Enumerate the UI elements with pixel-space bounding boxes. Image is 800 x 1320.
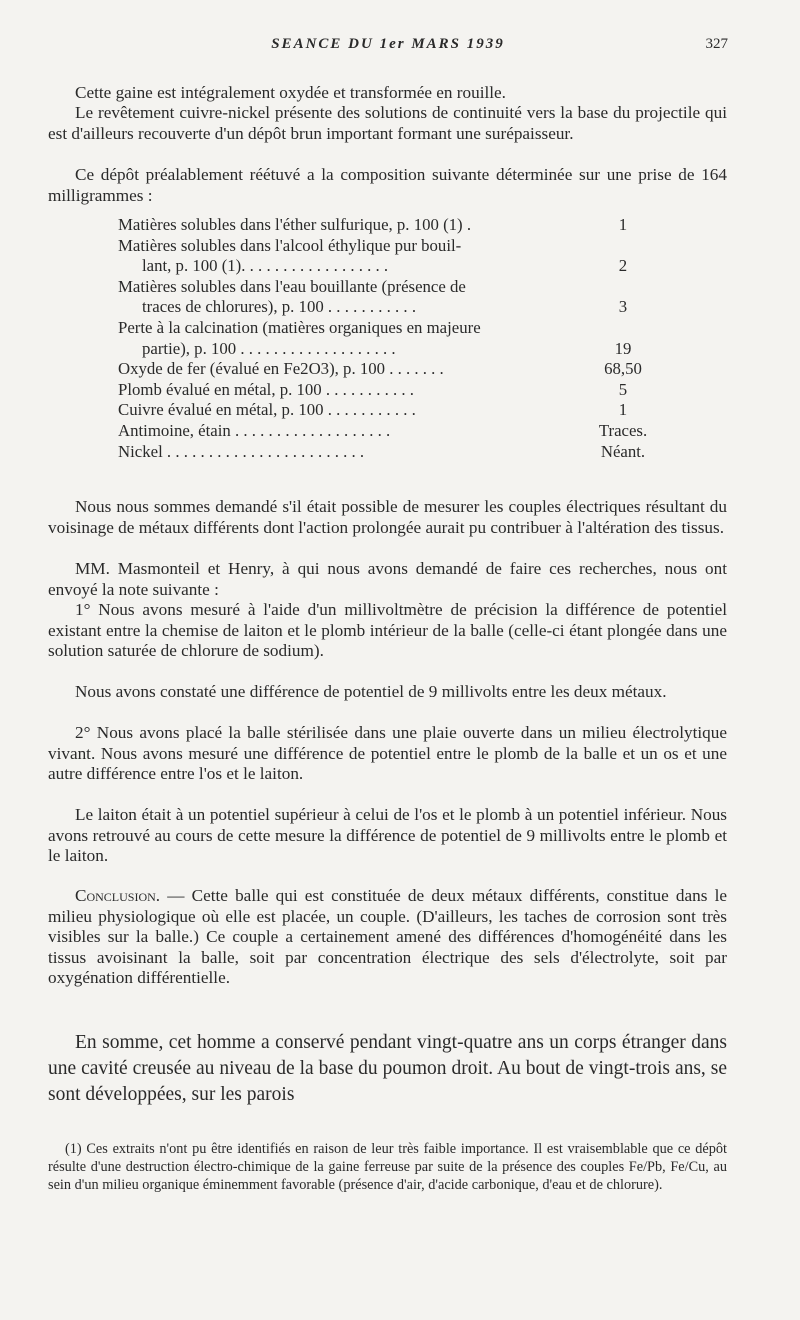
row-label: Cuivre évalué en métal, p. 100 . . . . . . . . . . . [118,400,416,420]
paragraph: 1° Nous avons mesuré à l'aide d'un millivoltmètre de précision la différence de potentiel existant entre la chemise de laiton et le plomb intérieur de la balle (celle-ci étant plongée dans une solution saturée de chlorure de sodium). [48,600,727,660]
page-header [48,36,728,60]
paragraph: MM. Masmonteil et Henry, à qui nous avons demandé de faire ces recherches, nous ont envoyé la note suivante : [48,559,727,599]
row-label: Matières solubles dans l'eau bouillante (présence de [118,276,466,296]
row-value: 2 [618,256,628,276]
row-label-continuation: traces de chlorures), p. 100 . . . . . . . . . . . [142,297,417,317]
row-label: Perte à la calcination (matières organiques en majeure [118,317,481,337]
row-label: Oxyde de fer (évalué en Fe2O3), p. 100 . . . . . . . [118,359,444,379]
row-label-continuation: lant, p. 100 (1). . . . . . . . . . . . . . . . . . [142,256,389,276]
row-value: 5 [618,379,628,399]
row-value: 1 [618,400,628,420]
row-value: Traces. [598,420,648,440]
table-row [118,421,658,442]
paragraph: Cette gaine est intégralement oxydée et transformée en rouille. [75,83,506,102]
row-label: Matières solubles dans l'alcool éthylique pur bouil- [118,235,462,255]
paragraph: Le revêtement cuivre-nickel présente des solutions de continuité vers la base du projectile qui est d'ailleurs recouverte d'un dépôt brun important formant une surépaisseur. [48,103,727,143]
table-row [118,442,658,463]
conclusion-heading: Conclusion. [75,886,161,905]
paragraph: 2° Nous avons placé la balle stérilisée dans une plaie ouverte dans un milieu électrolytique vivant. Nous avons mesuré une différence de potentiel entre le plomb de la balle et un os et une autre différence entre l'os et le laiton. [48,723,727,783]
table-row [118,318,658,359]
paragraph: Nous avons constaté une différence de potentiel de 9 millivolts entre les deux métaux. [75,682,667,701]
running-head: SEANCE DU 1er MARS 1939 [271,36,505,52]
paragraph: Nous nous sommes demandé s'il était possible de mesurer les couples électriques résultant du voisinage de métaux différents dont l'action prolongée aurait pu contribuer à l'altération des tissus. [48,497,727,537]
conclusion-paragraph [48,886,727,989]
table-row [118,236,658,277]
row-value: 1 [618,215,628,234]
table-row [118,380,658,401]
row-label: Matières solubles dans l'éther sulfurique, p. 100 (1) . [118,215,472,234]
row-label: Plomb évalué en métal, p. 100 . . . . . . . . . . . [118,379,414,399]
row-value: Néant. [600,441,646,461]
composition-table [118,215,658,462]
paragraph: Ce dépôt préalablement réétuvé a la composition suivante déterminée sur une prise de 164 milligrammes : [48,165,727,205]
table-row [118,359,658,380]
paragraph: Le laiton était à un potentiel supérieur à celui de l'os et le plomb à un potentiel inférieur. Nous avons retrouvé au cours de cette mesure la différence de potentiel de 9 millivolts entre le plomb et le laiton. [48,805,727,865]
row-label: Nickel . . . . . . . . . . . . . . . . . . . . . . . . [118,441,365,461]
footnote: (1) Ces extraits n'ont pu être identifiés en raison de leur très faible importance. Il est vraisemblable que ce dépôt résulte d'une destruction électro-chimique de la gaine ferreuse par suite de la présence des couples Fe/Pb, Fe/Cu, au sein d'un milieu organique éminemment favorable (présence d'air, d'acide carbonique, d'eau et de chlorure). [48,1141,727,1193]
row-label: Antimoine, étain . . . . . . . . . . . . . . . . . . . [118,420,391,440]
summary-paragraph: En somme, cet homme a conservé pendant vingt-quatre ans un corps étranger dans une cavité creusée au niveau de la base du poumon droit. Au bout de vingt-trois ans, se sont développées, sur les parois [48,1032,727,1105]
row-value: 68,50 [604,359,642,379]
table-row [118,215,658,236]
row-label-continuation: partie), p. 100 . . . . . . . . . . . . . . . . . . . [142,338,396,358]
table-row [118,400,658,421]
row-value: 3 [618,297,628,317]
conclusion-text: — Cette balle qui est constituée de deux métaux différents, constitue dans le milieu physiologique où elle est placée, un couple. (D'ailleurs, les taches de corrosion sont très visibles sur la balle.) Ce couple a certainement amené des différences d'homogénéité dans les tissus avoisinant la balle, soit par concentration électrique des sels d'électrolyte, soit par oxygénation différentielle. [48,886,727,987]
page-number: 327 [705,36,728,52]
row-value: 19 [614,338,632,358]
table-row [118,277,658,318]
